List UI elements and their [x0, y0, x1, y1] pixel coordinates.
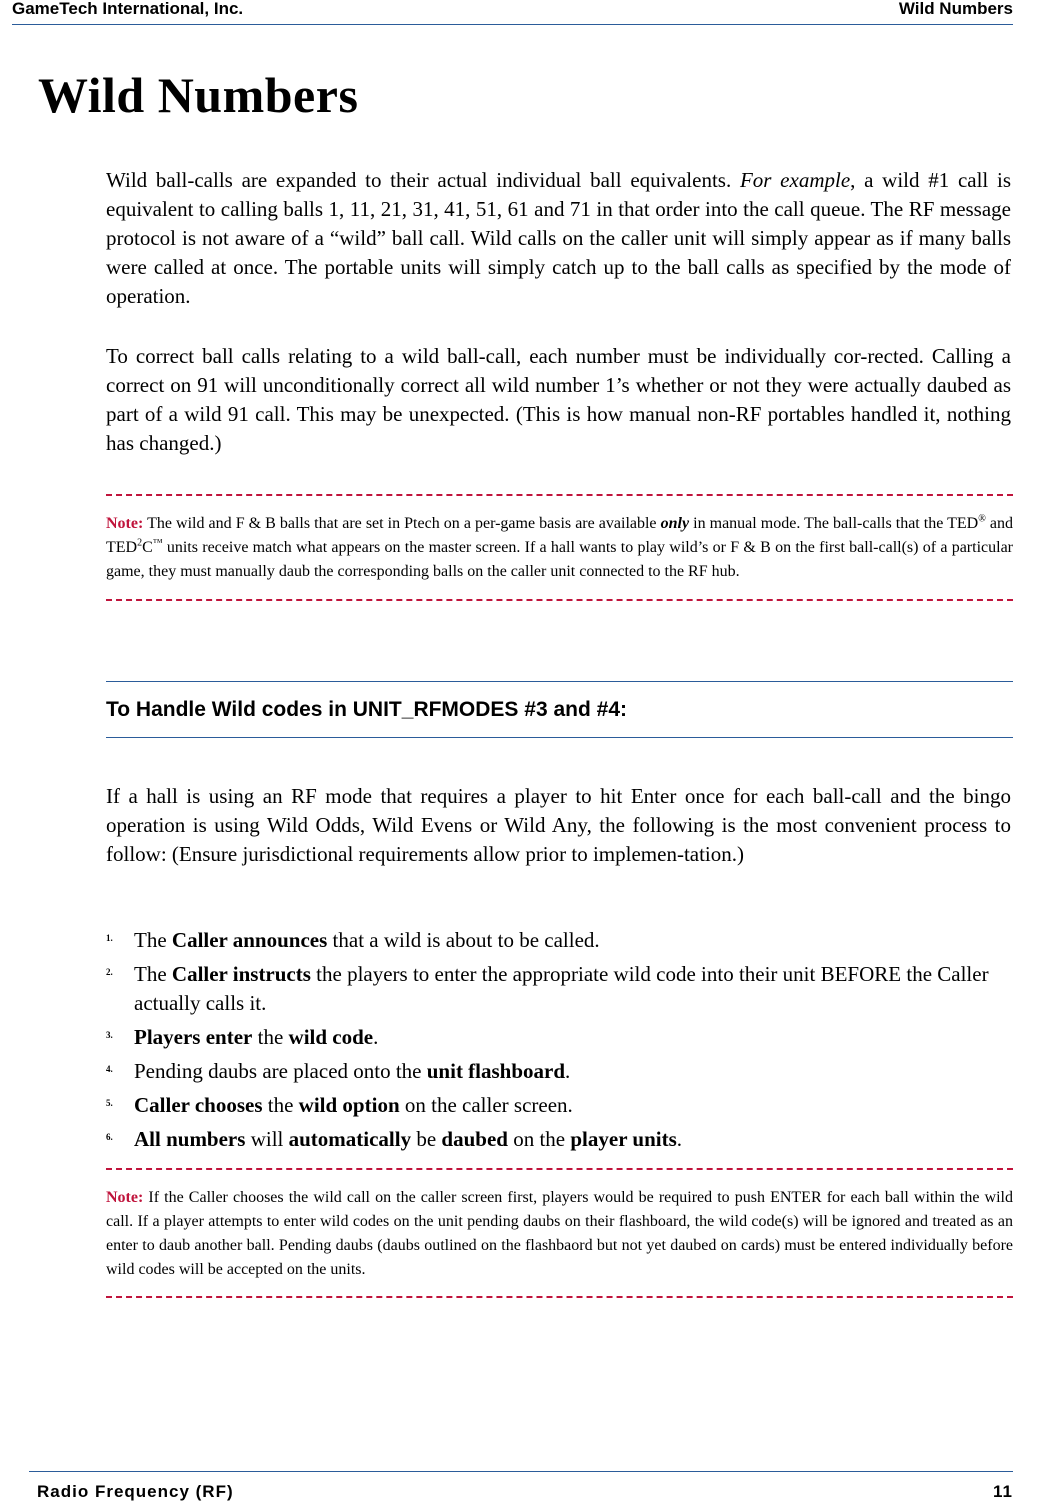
- note-1-text: [106, 512, 1013, 584]
- step-item: [106, 1023, 1011, 1052]
- superscript-two: 2: [137, 537, 143, 549]
- step-number: 3.: [106, 1030, 113, 1040]
- step-bold: Caller announces: [171, 928, 328, 952]
- footer-chapter: Radio Frequency (RF): [37, 1482, 234, 1501]
- page-title: Wild Numbers: [38, 67, 359, 123]
- step-bold: Caller instructs: [171, 962, 311, 986]
- step-bold: wild option: [298, 1093, 400, 1117]
- note-divider-top: [106, 1168, 1013, 1170]
- note-box-2: [106, 1168, 1013, 1298]
- note-divider-bottom: [106, 599, 1013, 601]
- step-text: that a wild is about to be called.: [327, 928, 600, 952]
- header-company: GameTech International, Inc.: [12, 0, 244, 18]
- step-item: [106, 1091, 1011, 1120]
- note-1-part: units receive match what appears on the master screen. If a hall wants to play wild’s or F & B on the first ball-call(s) of a particular game, they must manually daub the corresponding balls on the caller unit connected to the RF hub.: [106, 539, 1013, 580]
- intro-p1-text: Wild ball-calls are expanded to their actual individual ball equivalents.: [106, 168, 740, 192]
- step-number: 1.: [106, 933, 113, 943]
- step-text: on the: [507, 1127, 571, 1151]
- step-text: the: [252, 1025, 289, 1049]
- step-text: Pending daubs are placed onto the: [134, 1059, 427, 1083]
- note-2-body: If the Caller chooses the wild call on the caller screen first, players would be required to push ENTER for each ball within the wild call. If a player attempts to enter wild codes on the unit pending daubs on their flashboard, the wild code(s) will be ignored and treated as an enter to daub another ball. Pending daubs (daubs outlined on the flashbaord but not yet daubed on cards) must be entered individually before wild codes will be accepted on the units.: [106, 1189, 1013, 1278]
- step-text: the players to enter the appropriate wild code into their unit BEFORE the Caller actually calls it.: [134, 962, 989, 1015]
- note-divider-top: [106, 494, 1013, 496]
- step-item: [106, 1057, 1011, 1086]
- page-header: [12, 0, 1013, 25]
- page-footer: [29, 1471, 1013, 1502]
- note-label: Note:: [106, 1189, 144, 1206]
- step-text: be: [411, 1127, 442, 1151]
- intro-paragraph-2: To correct ball calls relating to a wild ball-call, each number must be individually cor-rected. Calling a correct on 91 will unconditionally correct all wild number 1’s whether or not they were actually daubed as part of a wild 91 call. This may be unexpected. (This is how manual non-RF portables handled it, nothing has changed.): [106, 344, 1011, 455]
- step-item: [106, 926, 1011, 955]
- step-number: 5.: [106, 1098, 113, 1108]
- step-bold: wild code: [288, 1025, 374, 1049]
- step-text: will: [245, 1127, 289, 1151]
- section-intro: If a hall is using an RF mode that requires a player to hit Enter once for each ball-call and the bingo operation is using Wild Odds, Wild Evens or Wild Any, the following is the most convenient process to follow: (Ensure jurisdictional requirements allow prior to implemen-tation.): [106, 784, 1011, 866]
- note-divider-bottom: [106, 1296, 1013, 1298]
- step-text: .: [373, 1025, 379, 1049]
- step-text: .: [676, 1127, 683, 1151]
- step-bold: automatically: [288, 1127, 412, 1151]
- note-1-part: and TED: [106, 515, 1013, 556]
- note-box-1: [106, 494, 1013, 601]
- header-section: Wild Numbers: [898, 0, 1013, 18]
- note-2-text: [106, 1186, 1013, 1282]
- step-number: 4.: [106, 1064, 113, 1074]
- note-1-part: C: [142, 539, 153, 556]
- step-number: 6.: [106, 1132, 113, 1142]
- step-bold: unit flashboard: [426, 1059, 566, 1083]
- step-bold: Caller chooses: [134, 1093, 263, 1117]
- intro-paragraph-1: [106, 166, 1011, 311]
- note-label: Note:: [106, 515, 144, 532]
- step-bold: Players enter: [134, 1025, 253, 1049]
- note-1-part: in manual mode. The ball-calls that the TED: [689, 515, 979, 532]
- note-1-part: The wild and F & B balls that are set in Ptech on a per-game basis are available: [143, 515, 661, 532]
- step-text: The: [134, 962, 172, 986]
- step-item: [106, 960, 1011, 1018]
- step-item: [106, 1125, 1011, 1154]
- section-heading: To Handle Wild codes in UNIT_RFMODES #3 and #4:: [106, 698, 627, 721]
- step-text: The: [134, 928, 172, 952]
- step-text: the: [262, 1093, 299, 1117]
- registered-mark: ®: [978, 513, 986, 525]
- step-text: on the caller screen.: [399, 1093, 573, 1117]
- step-number: 2.: [106, 967, 113, 977]
- step-bold: daubed: [441, 1127, 508, 1151]
- intro-p1-text-after: , a wild #1 call is equivalent to calling balls 1, 11, 21, 31, 41, 51, 61 and 71 in that order into the call queue. The RF message protocol is not aware of a “wild” ball call. Wild calls on the caller unit will simply appear as if many balls were called at once. The portable units will simply catch up to the ball calls as specified by the mode of operation.: [106, 168, 1011, 308]
- section-heading-bar: [106, 681, 1013, 738]
- step-bold: All numbers: [134, 1127, 246, 1151]
- note-1-emphasis: only: [660, 515, 690, 532]
- steps-list: [106, 926, 1011, 1159]
- step-text: .: [565, 1059, 571, 1083]
- step-bold: player units: [570, 1127, 677, 1151]
- intro-p1-italic: For example: [739, 168, 851, 192]
- footer-page-number: 11: [993, 1482, 1013, 1501]
- trademark-mark: ™: [152, 537, 163, 549]
